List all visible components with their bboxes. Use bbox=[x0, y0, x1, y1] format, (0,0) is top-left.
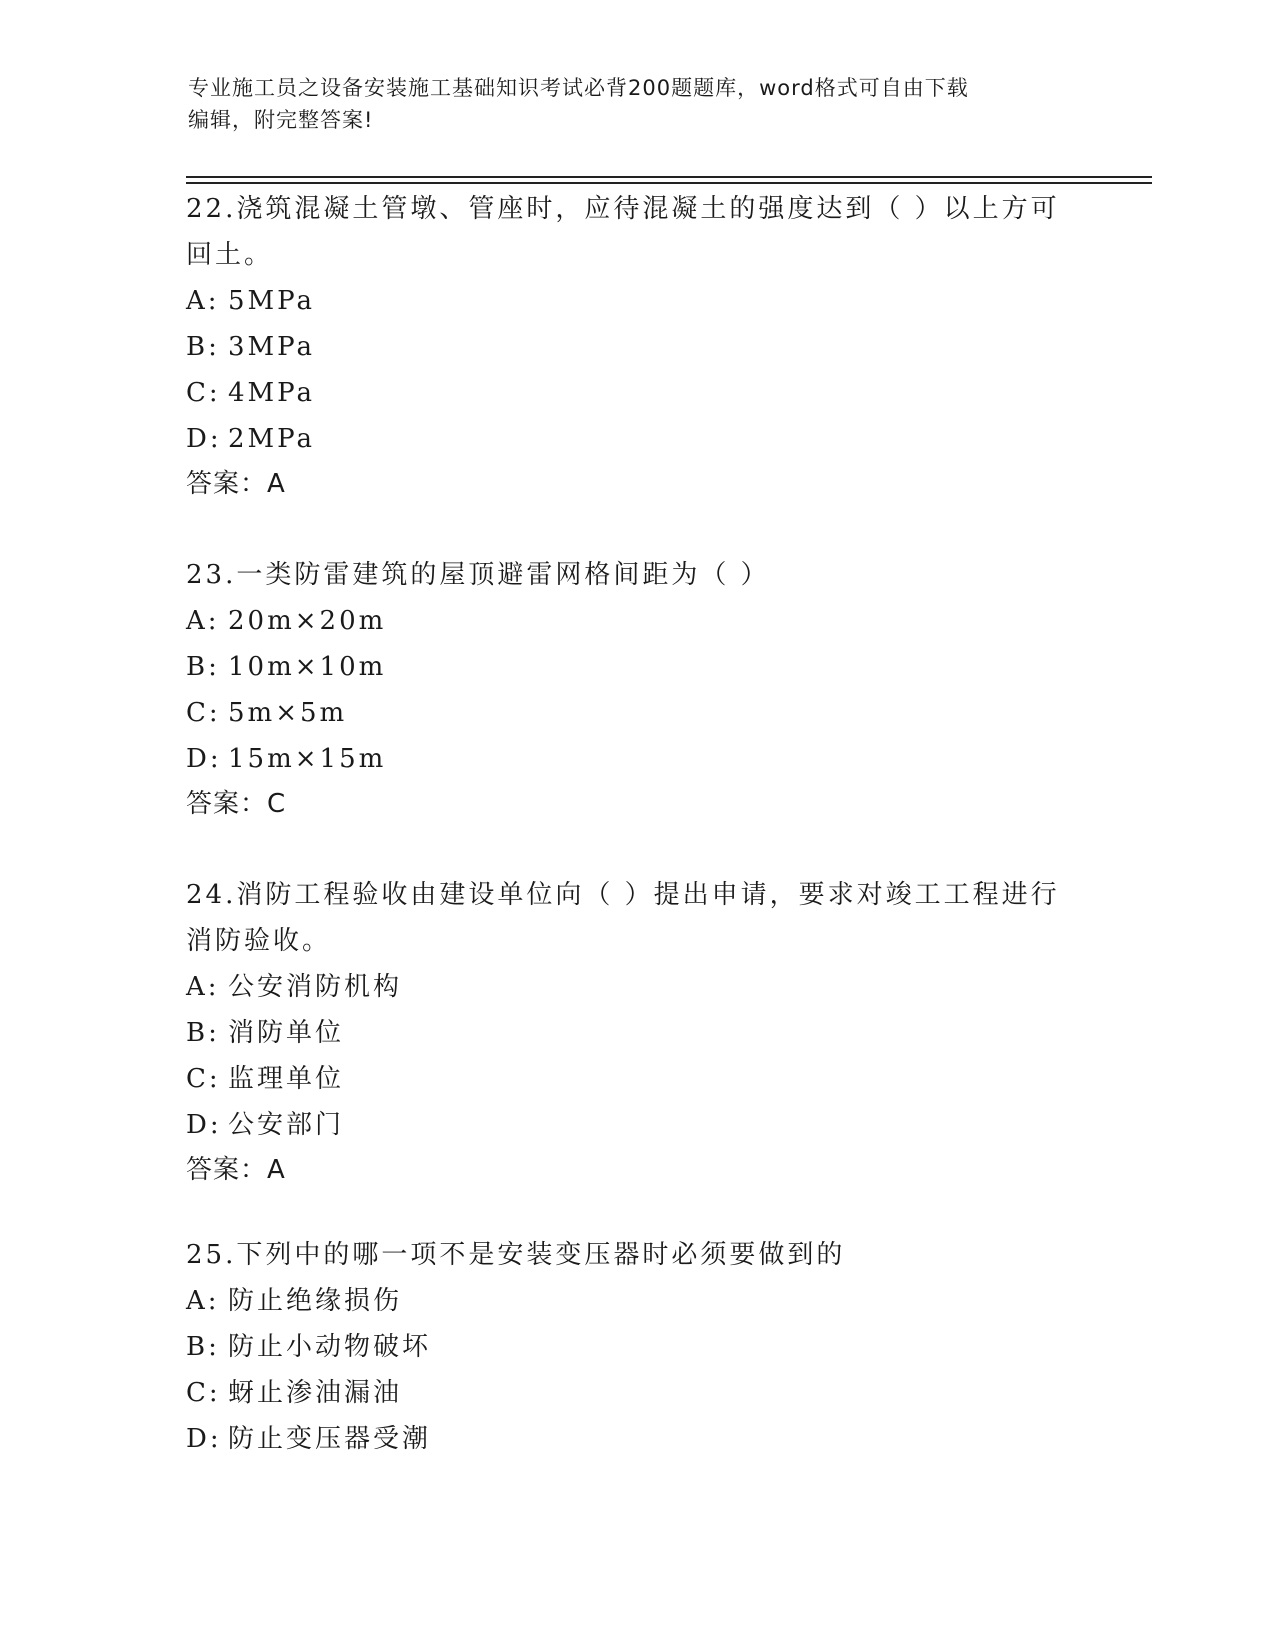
question-22 bbox=[186, 186, 1066, 506]
option-d bbox=[186, 1102, 1066, 1148]
question-stem: 22.浇筑混凝土管墩、管座时，应待混凝土的强度达到（ ）以上方可 bbox=[186, 194, 1060, 224]
question-24 bbox=[186, 872, 1066, 1192]
option-letter: A: bbox=[186, 972, 220, 1002]
option-letter: D: bbox=[186, 744, 222, 774]
option-text: 公安消防机构 bbox=[228, 972, 403, 1002]
option-c bbox=[186, 1056, 1066, 1102]
option-text: 20m×20m bbox=[228, 606, 387, 636]
header-divider-bottom bbox=[186, 182, 1152, 184]
option-b bbox=[186, 1010, 1066, 1056]
option-a bbox=[186, 1278, 1066, 1324]
option-a bbox=[186, 598, 1066, 644]
question-stem: 23.一类防雷建筑的屋顶避雷网格间距为（ ） bbox=[186, 560, 770, 590]
option-text: 5m×5m bbox=[228, 698, 348, 728]
option-letter: B: bbox=[186, 1018, 220, 1048]
option-letter: D: bbox=[186, 424, 222, 454]
header-line-2: 编辑，附完整答案! bbox=[188, 108, 374, 132]
option-d bbox=[186, 736, 1066, 782]
option-text: 公安部门 bbox=[228, 1110, 345, 1140]
option-letter: C: bbox=[186, 698, 221, 728]
option-letter: B: bbox=[186, 652, 220, 682]
option-c bbox=[186, 1370, 1066, 1416]
question-stem: 25.下列中的哪一项不是安装变压器时必须要做到的 bbox=[186, 1240, 846, 1270]
question-23 bbox=[186, 552, 1066, 826]
option-text: 防止绝缘损伤 bbox=[228, 1286, 403, 1316]
option-letter: C: bbox=[186, 378, 221, 408]
option-letter: D: bbox=[186, 1110, 222, 1140]
option-text: 3MPa bbox=[228, 332, 315, 362]
option-text: 防止小动物破坏 bbox=[228, 1332, 432, 1362]
option-d bbox=[186, 416, 1066, 462]
answer-line: 答案：C bbox=[186, 789, 287, 819]
question-stem-continued: 回土。 bbox=[186, 240, 274, 270]
option-text: 消防单位 bbox=[228, 1018, 345, 1048]
header-divider-top bbox=[186, 176, 1152, 178]
option-text: 4MPa bbox=[228, 378, 315, 408]
option-a bbox=[186, 278, 1066, 324]
option-letter: A: bbox=[186, 286, 220, 316]
option-letter: C: bbox=[186, 1378, 221, 1408]
question-25 bbox=[186, 1232, 1066, 1462]
option-letter: B: bbox=[186, 332, 220, 362]
option-letter: B: bbox=[186, 1332, 220, 1362]
option-b bbox=[186, 324, 1066, 370]
option-text: 防止变压器受潮 bbox=[228, 1424, 432, 1454]
answer-line: 答案：A bbox=[186, 1155, 286, 1185]
option-text: 10m×10m bbox=[228, 652, 387, 682]
option-c bbox=[186, 690, 1066, 736]
option-letter: A: bbox=[186, 606, 220, 636]
option-d bbox=[186, 1416, 1066, 1462]
option-text: 蚜止渗油漏油 bbox=[228, 1378, 403, 1408]
option-text: 5MPa bbox=[228, 286, 315, 316]
header-line-1: 专业施工员之设备安装施工基础知识考试必背200题题库，word格式可自由下载 bbox=[188, 76, 969, 100]
option-a bbox=[186, 964, 1066, 1010]
option-text: 15m×15m bbox=[228, 744, 387, 774]
option-text: 2MPa bbox=[228, 424, 315, 454]
option-b bbox=[186, 1324, 1066, 1370]
document-header bbox=[188, 72, 1088, 136]
option-letter: A: bbox=[186, 1286, 220, 1316]
option-b bbox=[186, 644, 1066, 690]
question-stem-continued: 消防验收。 bbox=[186, 926, 332, 956]
option-text: 监理单位 bbox=[228, 1064, 345, 1094]
question-stem: 24.消防工程验收由建设单位向（ ）提出申请，要求对竣工工程进行 bbox=[186, 880, 1060, 910]
answer-line: 答案：A bbox=[186, 469, 286, 499]
option-c bbox=[186, 370, 1066, 416]
option-letter: D: bbox=[186, 1424, 222, 1454]
option-letter: C: bbox=[186, 1064, 221, 1094]
